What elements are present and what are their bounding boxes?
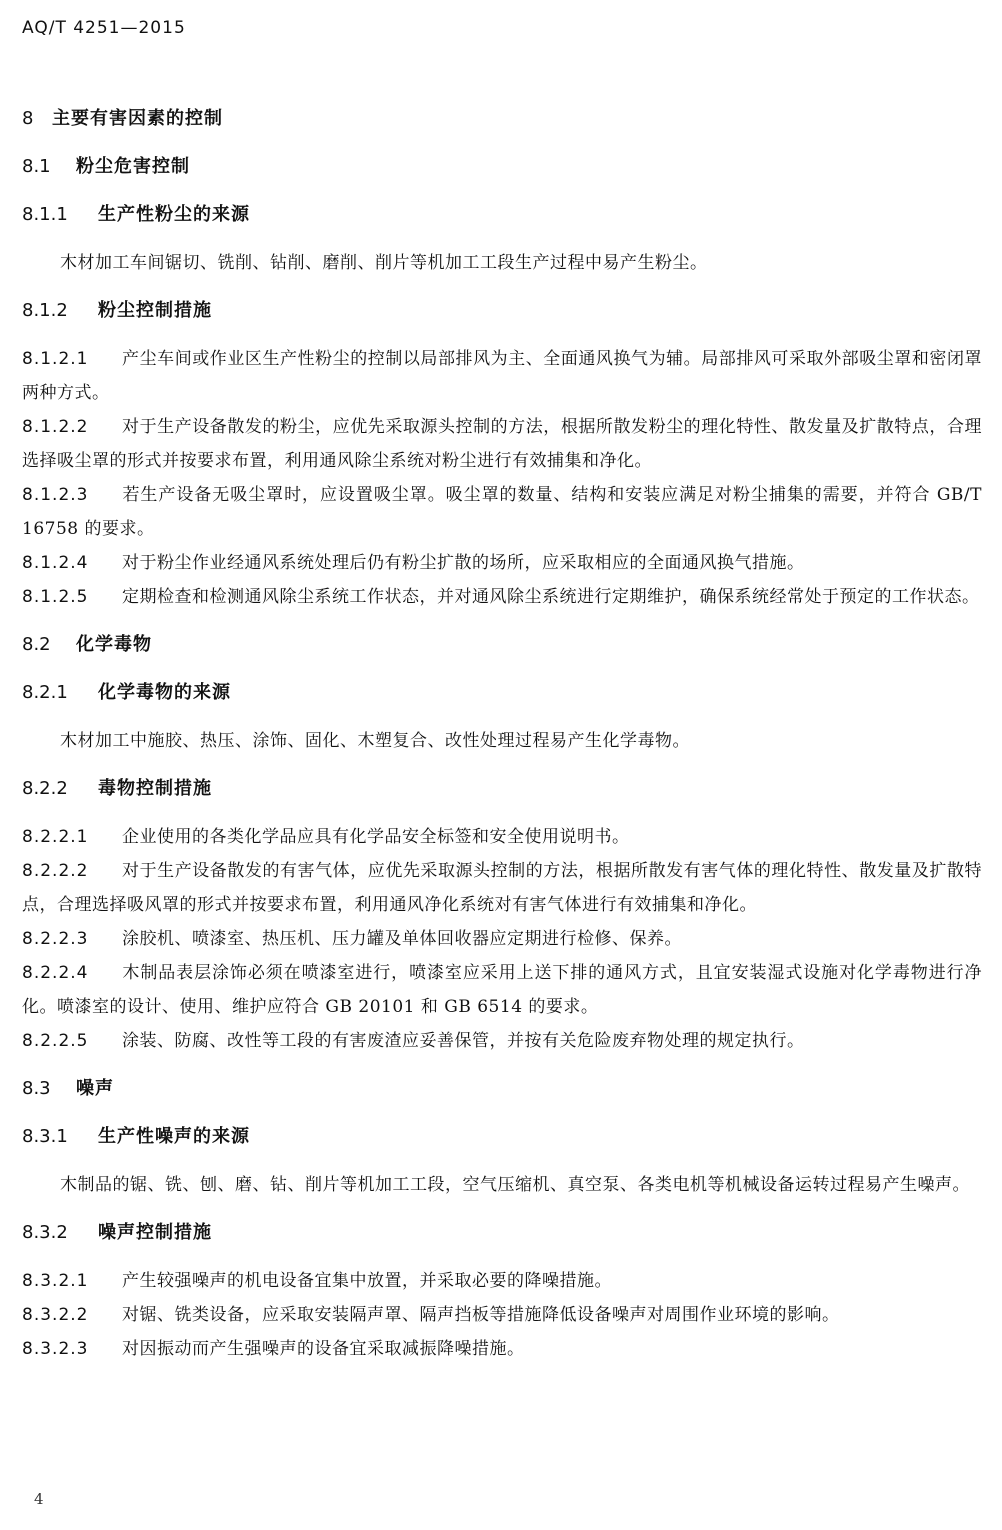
body-paragraph: 木材加工车间锯切、铣削、钻削、磨削、削片等机加工工段生产过程中易产生粉尘。 — [60, 253, 708, 273]
section-heading — [22, 1072, 982, 1106]
section-number: 8.1 — [22, 156, 51, 177]
clause-text: 若生产设备无吸尘罩时，应设置吸尘罩。吸尘罩的数量、结构和安装应满足对粉尘捕集的需要，并符合 GB/T 16758 的要求。 — [22, 485, 982, 539]
clause-number: 8.1.2.5 — [22, 587, 89, 607]
section-title: 生产性粉尘的来源 — [98, 204, 250, 225]
clause-text: 定期检查和检测通风除尘系统工作状态，并对通风除尘系统进行定期维护，确保系统经常处于预定的工作状态。 — [122, 587, 980, 607]
section-number: 8.3 — [22, 1078, 51, 1099]
clause-number: 8.2.2.1 — [22, 827, 89, 847]
clause-item — [22, 956, 982, 1024]
clause-text: 对于生产设备散发的粉尘，应优先采取源头控制的方法，根据所散发粉尘的理化特性、散发量及扩散特点，合理选择吸尘罩的形式并按要求布置，利用通风除尘系统对粉尘进行有效捕集和净化。 — [22, 417, 982, 471]
clause-item — [22, 546, 982, 580]
section-title: 噪声控制措施 — [98, 1222, 212, 1243]
section-number: 8.3.2 — [22, 1222, 68, 1243]
clause-number: 8.1.2.1 — [22, 349, 89, 369]
section-heading — [22, 628, 982, 662]
section-heading — [22, 150, 982, 184]
clause-item — [22, 1024, 982, 1058]
section-heading — [22, 102, 982, 136]
section-title: 化学毒物 — [76, 634, 152, 655]
clause-number: 8.1.2.3 — [22, 485, 89, 505]
section-heading — [22, 1216, 982, 1250]
clause-number: 8.2.2.2 — [22, 861, 89, 881]
section-title: 噪声 — [76, 1078, 114, 1099]
clause-number: 8.3.2.1 — [22, 1271, 89, 1291]
clause-number: 8.2.2.3 — [22, 929, 89, 949]
section-number: 8.1.1 — [22, 204, 68, 225]
clause-number: 8.2.2.5 — [22, 1031, 89, 1051]
clause-item — [22, 1298, 982, 1332]
clause-text: 涂胶机、喷漆室、热压机、压力罐及单体回收器应定期进行检修、保养。 — [122, 929, 682, 949]
clause-list — [22, 820, 982, 1058]
section-title: 化学毒物的来源 — [98, 682, 231, 703]
clause-text: 对因振动而产生强噪声的设备宜采取减振降噪措施。 — [122, 1339, 525, 1359]
section-number: 8.1.2 — [22, 300, 68, 321]
section-number: 8.2.1 — [22, 682, 68, 703]
section-heading — [22, 772, 982, 806]
section-heading — [22, 294, 982, 328]
clause-item — [22, 922, 982, 956]
clause-item — [22, 580, 982, 614]
clause-number: 8.1.2.4 — [22, 553, 89, 573]
clause-text: 木制品表层涂饰必须在喷漆室进行，喷漆室应采用上送下排的通风方式，且宜安装湿式设施对化学毒物进行净化。喷漆室的设计、使用、维护应符合 GB 20101 和 GB 6514 的要求。 — [22, 963, 982, 1017]
section-title: 生产性噪声的来源 — [98, 1126, 250, 1147]
clause-text: 对锯、铣类设备，应采取安装隔声罩、隔声挡板等措施降低设备噪声对周围作业环境的影响。 — [122, 1305, 840, 1325]
clause-text: 产尘车间或作业区生产性粉尘的控制以局部排风为主、全面通风换气为辅。局部排风可采取外部吸尘罩和密闭罩两种方式。 — [22, 349, 982, 403]
section-heading — [22, 1120, 982, 1154]
document-body — [22, 102, 982, 1380]
clause-item — [22, 478, 982, 546]
clause-number: 8.2.2.4 — [22, 963, 89, 983]
body-paragraph: 木材加工中施胶、热压、涂饰、固化、木塑复合、改性处理过程易产生化学毒物。 — [60, 731, 690, 751]
section-number: 8.2 — [22, 634, 51, 655]
clause-item — [22, 854, 982, 922]
body-paragraph: 木制品的锯、铣、刨、磨、钻、削片等机加工工段，空气压缩机、真空泵、各类电机等机械设备运转过程易产生噪声。 — [60, 1175, 970, 1195]
section-number: 8.2.2 — [22, 778, 68, 799]
clause-item — [22, 820, 982, 854]
clause-number: 8.3.2.3 — [22, 1339, 89, 1359]
page-number: 4 — [34, 1490, 44, 1508]
section-title: 毒物控制措施 — [98, 778, 212, 799]
clause-text: 产生较强噪声的机电设备宜集中放置，并采取必要的降噪措施。 — [122, 1271, 612, 1291]
clause-text: 涂装、防腐、改性等工段的有害废渣应妥善保管，并按有关危险废弃物处理的规定执行。 — [122, 1031, 805, 1051]
clause-text: 对于粉尘作业经通风系统处理后仍有粉尘扩散的场所，应采取相应的全面通风换气措施。 — [122, 553, 805, 573]
clause-list — [22, 342, 982, 614]
section-title: 主要有害因素的控制 — [52, 108, 223, 129]
section-number: 8.3.1 — [22, 1126, 68, 1147]
clause-number: 8.1.2.2 — [22, 417, 89, 437]
clause-item — [22, 1332, 982, 1366]
section-title: 粉尘危害控制 — [76, 156, 190, 177]
section-heading — [22, 198, 982, 232]
clause-text: 企业使用的各类化学品应具有化学品安全标签和安全使用说明书。 — [122, 827, 630, 847]
section-heading — [22, 676, 982, 710]
clause-text: 对于生产设备散发的有害气体，应优先采取源头控制的方法，根据所散发有害气体的理化特性、散发量及扩散特点，合理选择吸风罩的形式并按要求布置，利用通风净化系统对有害气体进行有效捕集和净化。 — [22, 861, 982, 915]
clause-item — [22, 410, 982, 478]
clause-list — [22, 1264, 982, 1366]
clause-item — [22, 1264, 982, 1298]
section-number: 8 — [22, 108, 34, 129]
clause-item — [22, 342, 982, 410]
clause-number: 8.3.2.2 — [22, 1305, 89, 1325]
section-title: 粉尘控制措施 — [98, 300, 212, 321]
standard-code-header: AQ/T 4251—2015 — [22, 18, 186, 38]
